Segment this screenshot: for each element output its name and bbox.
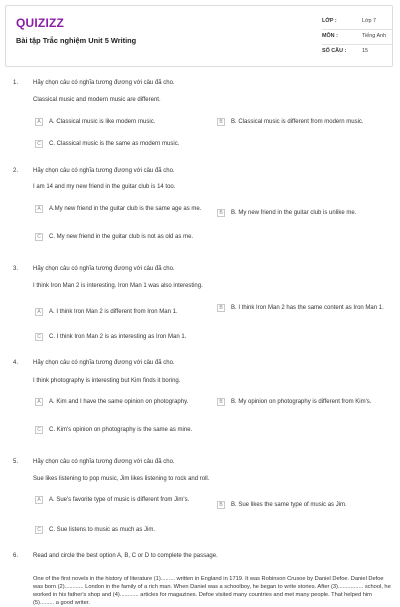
option-text: B. Classical music is different from modern music. — [231, 119, 364, 125]
option-checkbox[interactable]: B — [217, 118, 225, 126]
meta-divider — [322, 44, 392, 45]
option-text: B. My opinion on photography is different from Kim's. — [231, 399, 372, 405]
meta-value: Tiếng Anh — [362, 33, 387, 39]
option-text: C. Classical music is the same as modern music. — [49, 141, 180, 147]
option-checkbox[interactable]: C — [35, 140, 43, 148]
option-checkbox[interactable]: A — [35, 118, 43, 126]
option-text: B. I think Iron Man 2 has the same content as Iron Man 1. — [231, 305, 384, 311]
question-number: 5. — [13, 459, 19, 465]
meta-value: 15 — [362, 48, 368, 54]
question-sentence: Classical music and modern music are different. — [33, 97, 161, 103]
document-title: Bài tập Trắc nghiệm Unit 5 Writing — [16, 36, 137, 45]
reading-passage: One of the first novels in the history of literature (1)......... written in England in 1719. It was Robinson Crusoe by Daniel Defoe. Daniel Defoe was born (2)............ London in the family of a rich man. When Daniel was a schoolboy, he began to write stories. After (3)................ school, he worked in his father's shop and (4)............ articles for magazines. Defoe visited many countries and met many people. That helped him (5)......... a good writer. — [33, 576, 391, 606]
question-number: 6. — [13, 553, 19, 559]
option-checkbox[interactable]: C — [35, 526, 43, 534]
option-text: B. My new friend in the guitar club is unlike me. — [231, 210, 357, 216]
question-number: 4. — [13, 360, 19, 366]
option-text: A.My new friend in the guitar club is the same age as me. — [49, 206, 202, 212]
option-checkbox[interactable]: B — [217, 501, 225, 509]
option-text: A. I think Iron Man 2 is different from Iron Man 1. — [49, 309, 178, 315]
option-checkbox[interactable]: C — [35, 333, 43, 341]
question-prompt: Hãy chọn câu có nghĩa tương đương với câu đã cho. — [33, 459, 175, 465]
option-text: A. Kim and I have the same opinion on photography. — [49, 399, 189, 405]
question-number: 2. — [13, 168, 19, 174]
option-text: A. Classical music is like modern music. — [49, 119, 156, 125]
option-text: B. Sue likes the same type of music as Jim. — [231, 502, 347, 508]
meta-key: SỐ CÂU : — [322, 48, 347, 54]
option-checkbox[interactable]: B — [217, 398, 225, 406]
question-sentence: I think photography is interesting but Kim finds it boring. — [33, 378, 181, 384]
worksheet-header — [5, 5, 393, 67]
option-text: C. My new friend in the guitar club is not as old as me. — [49, 234, 194, 240]
option-checkbox[interactable]: A — [35, 205, 43, 213]
meta-row-grade — [322, 16, 392, 31]
question-number: 3. — [13, 266, 19, 272]
option-text: C. Kim's opinion on photography is the same as mine. — [49, 427, 193, 433]
meta-key: MÔN : — [322, 33, 338, 39]
option-text: C. Sue listens to music as much as Jim. — [49, 527, 156, 533]
meta-row-subject — [322, 31, 392, 46]
question-prompt: Read and circle the best option A, B, C or D to complete the passage. — [33, 553, 218, 559]
option-checkbox[interactable]: A — [35, 308, 43, 316]
meta-value: Lớp 7 — [362, 18, 377, 24]
meta-info — [322, 16, 392, 61]
quizizz-logo: QUIZIZZ — [16, 16, 65, 30]
option-checkbox[interactable]: C — [35, 426, 43, 434]
question-number: 1. — [13, 80, 19, 86]
question-prompt: Hãy chọn câu có nghĩa tương đương với câu đã cho. — [33, 266, 175, 272]
option-checkbox[interactable]: A — [35, 496, 43, 504]
option-text: C. I think Iron Man 2 is as interesting as Iron Man 1. — [49, 334, 187, 340]
question-prompt: Hãy chọn câu có nghĩa tương đương với câu đã cho. — [33, 80, 175, 86]
question-prompt: Hãy chọn câu có nghĩa tương đương với câu đã cho. — [33, 168, 175, 174]
option-text: A. Sue's favorite type of music is different from Jim's. — [49, 497, 190, 503]
meta-row-count — [322, 46, 392, 61]
option-checkbox[interactable]: A — [35, 398, 43, 406]
meta-key: LỚP : — [322, 18, 337, 24]
question-prompt: Hãy chọn câu có nghĩa tương đương với câu đã cho. — [33, 360, 175, 366]
meta-divider — [322, 29, 392, 30]
question-sentence: I am 14 and my new friend in the guitar club is 14 too. — [33, 184, 176, 190]
option-checkbox[interactable]: B — [217, 209, 225, 217]
question-sentence: Sue likes listening to pop music, Jim likes listening to rock and roll. — [33, 476, 210, 482]
option-checkbox[interactable]: C — [35, 233, 43, 241]
question-sentence: I think Iron Man 2 is interesting. Iron Man 1 was also interesting. — [33, 283, 203, 289]
option-checkbox[interactable]: B — [217, 304, 225, 312]
